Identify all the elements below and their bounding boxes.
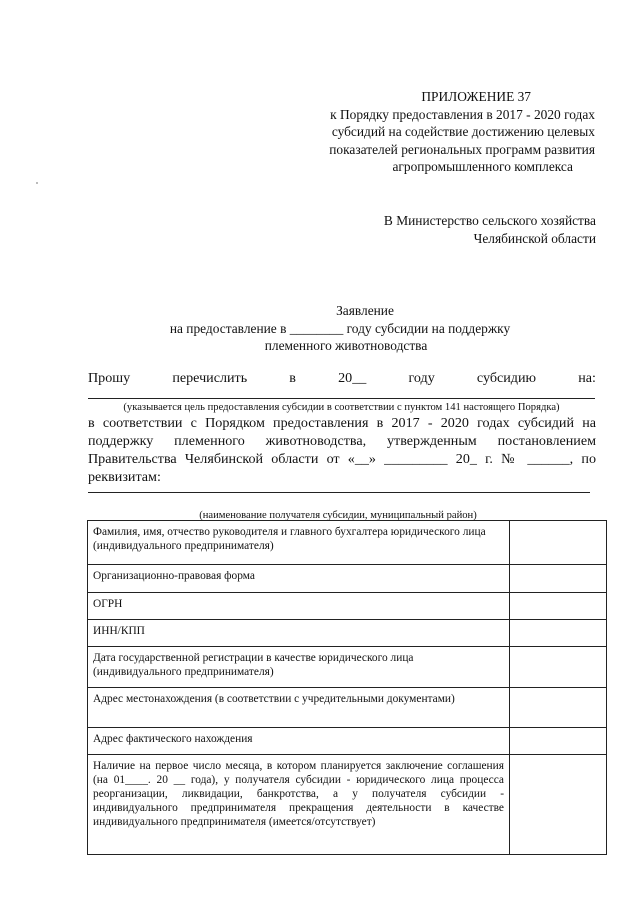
request-word-4: 20__ [338,370,367,386]
row-label-actual-address: Адрес фактического нахождения [88,728,510,755]
row-label-ogrn: ОГРН [88,593,510,620]
row-label-heads: Фамилия, имя, отчество руководителя и главного бухгалтера юридического лица (индивидуального предпринимателя) [88,521,510,565]
row-value-heads[interactable] [510,521,607,565]
row-label-inn-kpp: ИНН/КПП [88,620,510,647]
purpose-hint: (указывается цель предоставления субсидии в соответствии с пунктом 141 настоящего Порядка) [123,402,560,413]
recipient-fill-line[interactable] [88,492,590,493]
appendix-line-2: субсидий на содействие достижению целевых [331,124,595,139]
table-row [88,688,607,728]
appendix-block [250,88,595,176]
row-value-legal-address[interactable] [510,688,607,728]
statement-line-1: на предоставление в ________ году субсидии на поддержку [169,320,511,336]
appendix-line-4: агропромышленного комплекса [392,159,573,174]
purpose-fill-line[interactable] [88,398,595,399]
paragraph-line-3: Правительства Челябинской области от «__» _________ 20_ г. № ______, по [88,451,596,467]
paragraph-line-1: в соответствии с Порядком предоставления в 2017 - 2020 годах субсидий на [88,415,596,431]
paragraph-line-4: реквизитам: [88,469,161,485]
paragraph-line-2: поддержку племенного животноводства, утвержденным постановлением [88,433,596,449]
recipient-hint: (наименование получателя субсидии, муниципальный район) [199,510,477,521]
statement-line-2: племенного животноводства [264,338,428,353]
addressee-block [300,212,596,247]
request-word-5: году [408,370,435,386]
row-value-inn-kpp[interactable] [510,620,607,647]
row-label-legal-form: Организационно-правовая форма [88,565,510,593]
scan-speck [36,182,38,184]
request-line [88,369,596,387]
row-value-registration-date[interactable] [510,647,607,688]
table-row [88,565,607,593]
row-value-reorganization-status[interactable] [510,755,607,855]
requisites-table [87,520,607,855]
request-word-7: на: [578,370,596,386]
addressee-line-1: В Министерство сельского хозяйства [383,213,596,228]
appendix-line-1: к Порядку предоставления в 2017 - 2020 годах [330,106,595,122]
statement-block [120,302,560,355]
request-word-1: Прошу [88,370,131,386]
table-row [88,755,607,855]
row-label-legal-address: Адрес местонахождения (в соответствии с учредительными документами) [88,688,510,728]
table-row [88,593,607,620]
table-row [88,620,607,647]
appendix-title: ПРИЛОЖЕНИЕ 37 [421,89,531,104]
appendix-line-3: показателей региональных программ развития [329,141,595,157]
request-word-6: субсидию [476,370,537,386]
row-value-actual-address[interactable] [510,728,607,755]
table-row [88,728,607,755]
table-row [88,647,607,688]
request-word-2: перечислить [172,370,248,386]
row-value-ogrn[interactable] [510,593,607,620]
row-label-reorganization-status: Наличие на первое число месяца, в котором планируется заключение соглашения (на 01____. 20 __ года), у получателя субсидии - юридического лица процесса реорганизации, ликвидации, банкротства, а у получателя субсидии - индивидуального предпринимателя прекращения деятельности в качестве индивидуального предпринимателя (имеется/отсутствует) [88,755,510,855]
request-paragraph [88,414,596,486]
statement-title: Заявление [336,303,394,318]
table-row [88,521,607,565]
row-label-registration-date: Дата государственной регистрации в качестве юридического лица (индивидуального предпринимателя) [88,647,510,688]
row-value-legal-form[interactable] [510,565,607,593]
request-word-3: в [289,370,296,386]
addressee-line-2: Челябинской области [473,230,596,246]
